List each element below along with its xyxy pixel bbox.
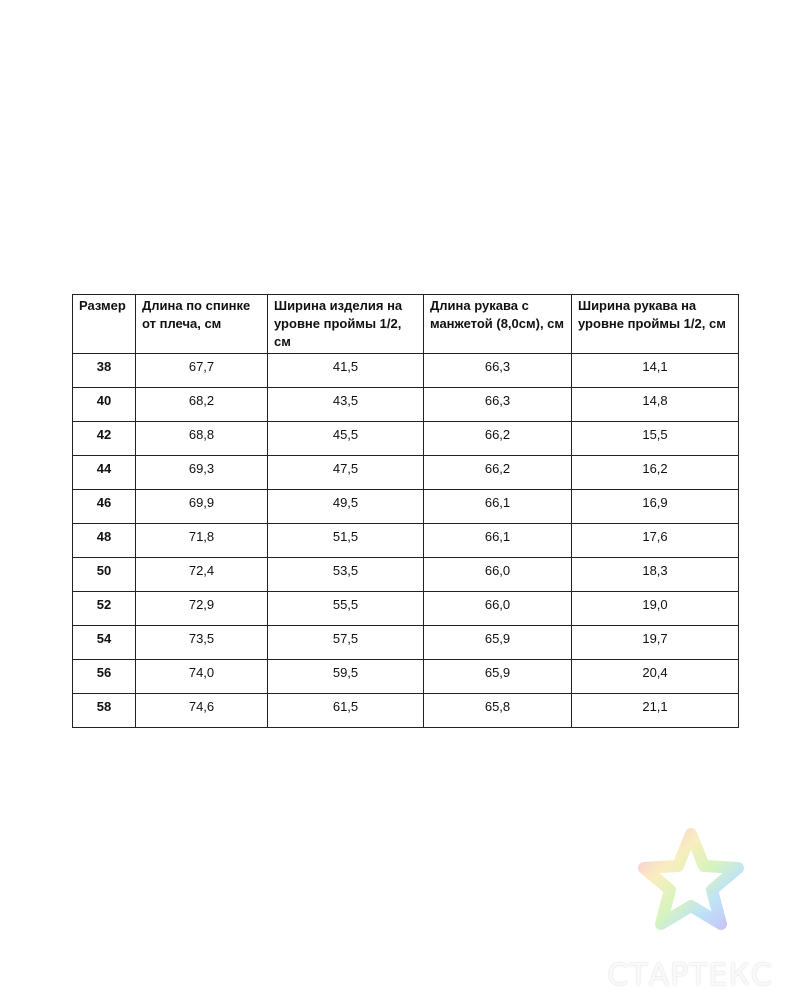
table-row bbox=[73, 422, 739, 456]
size-cell: 38 bbox=[73, 354, 136, 388]
table-row bbox=[73, 524, 739, 558]
measurement-cell: 14,1 bbox=[572, 354, 739, 388]
measurement-cell: 14,8 bbox=[572, 388, 739, 422]
size-cell: 48 bbox=[73, 524, 136, 558]
size-cell: 42 bbox=[73, 422, 136, 456]
size-cell: 46 bbox=[73, 490, 136, 524]
table-row bbox=[73, 558, 739, 592]
measurement-cell: 71,8 bbox=[136, 524, 268, 558]
size-cell: 58 bbox=[73, 694, 136, 728]
size-cell: 56 bbox=[73, 660, 136, 694]
measurement-cell: 65,9 bbox=[424, 660, 572, 694]
header-sleeve-length: Длина рукава с манжетой (8,0см), см bbox=[424, 295, 572, 354]
measurement-cell: 47,5 bbox=[268, 456, 424, 490]
table-row bbox=[73, 456, 739, 490]
header-size: Размер bbox=[73, 295, 136, 354]
measurement-cell: 74,0 bbox=[136, 660, 268, 694]
star-logo-icon bbox=[636, 826, 746, 936]
measurement-cell: 15,5 bbox=[572, 422, 739, 456]
measurement-cell: 66,0 bbox=[424, 558, 572, 592]
measurement-cell: 43,5 bbox=[268, 388, 424, 422]
measurement-cell: 66,2 bbox=[424, 422, 572, 456]
measurement-cell: 59,5 bbox=[268, 660, 424, 694]
measurement-cell: 53,5 bbox=[268, 558, 424, 592]
measurement-cell: 17,6 bbox=[572, 524, 739, 558]
header-chest-width: Ширина изделия на уровне проймы 1/2, см bbox=[268, 295, 424, 354]
table-row bbox=[73, 660, 739, 694]
header-sleeve-width: Ширина рукава на уровне проймы 1/2, см bbox=[572, 295, 739, 354]
size-cell: 54 bbox=[73, 626, 136, 660]
size-cell: 52 bbox=[73, 592, 136, 626]
measurement-cell: 72,4 bbox=[136, 558, 268, 592]
measurement-cell: 19,0 bbox=[572, 592, 739, 626]
measurement-cell: 66,2 bbox=[424, 456, 572, 490]
table-row bbox=[73, 592, 739, 626]
measurement-cell: 66,0 bbox=[424, 592, 572, 626]
measurement-cell: 57,5 bbox=[268, 626, 424, 660]
table-row bbox=[73, 490, 739, 524]
measurement-cell: 61,5 bbox=[268, 694, 424, 728]
measurement-cell: 21,1 bbox=[572, 694, 739, 728]
size-cell: 44 bbox=[73, 456, 136, 490]
measurement-cell: 68,2 bbox=[136, 388, 268, 422]
measurement-cell: 41,5 bbox=[268, 354, 424, 388]
measurement-cell: 20,4 bbox=[572, 660, 739, 694]
measurement-cell: 66,1 bbox=[424, 490, 572, 524]
watermark-text: СТАРТЕКС bbox=[607, 958, 773, 993]
table-row bbox=[73, 388, 739, 422]
measurement-cell: 69,3 bbox=[136, 456, 268, 490]
watermark bbox=[590, 820, 790, 993]
measurement-cell: 19,7 bbox=[572, 626, 739, 660]
measurement-cell: 74,6 bbox=[136, 694, 268, 728]
measurement-cell: 66,3 bbox=[424, 354, 572, 388]
table-row bbox=[73, 694, 739, 728]
measurement-cell: 51,5 bbox=[268, 524, 424, 558]
table-header-row bbox=[73, 295, 739, 354]
measurement-cell: 66,3 bbox=[424, 388, 572, 422]
measurement-cell: 73,5 bbox=[136, 626, 268, 660]
size-chart-table bbox=[72, 294, 739, 728]
header-back-length: Длина по спинке от плеча, см bbox=[136, 295, 268, 354]
measurement-cell: 16,9 bbox=[572, 490, 739, 524]
measurement-cell: 65,8 bbox=[424, 694, 572, 728]
measurement-cell: 16,2 bbox=[572, 456, 739, 490]
table-row bbox=[73, 626, 739, 660]
measurement-cell: 45,5 bbox=[268, 422, 424, 456]
measurement-cell: 65,9 bbox=[424, 626, 572, 660]
measurement-cell: 66,1 bbox=[424, 524, 572, 558]
table-body bbox=[73, 354, 739, 728]
size-cell: 40 bbox=[73, 388, 136, 422]
table-row bbox=[73, 354, 739, 388]
measurement-cell: 67,7 bbox=[136, 354, 268, 388]
measurement-cell: 49,5 bbox=[268, 490, 424, 524]
measurement-cell: 18,3 bbox=[572, 558, 739, 592]
size-cell: 50 bbox=[73, 558, 136, 592]
measurement-cell: 55,5 bbox=[268, 592, 424, 626]
measurement-cell: 68,8 bbox=[136, 422, 268, 456]
measurement-cell: 69,9 bbox=[136, 490, 268, 524]
measurement-cell: 72,9 bbox=[136, 592, 268, 626]
